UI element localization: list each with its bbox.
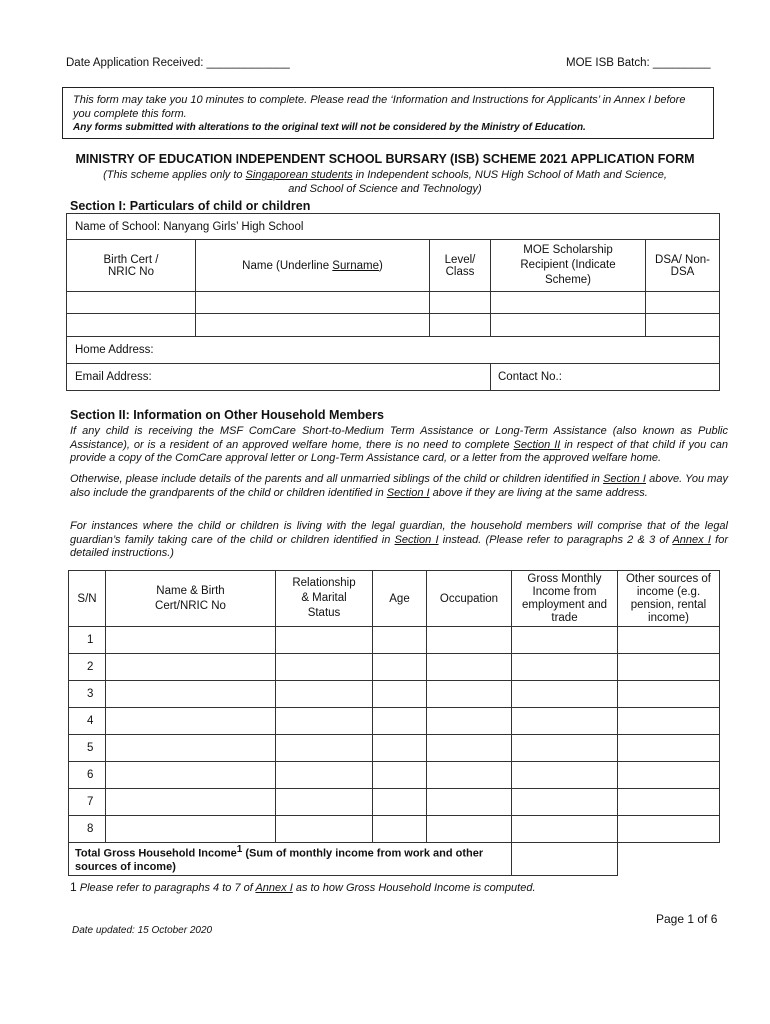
notice-text: This form may take you 10 minutes to complete. Please read the ‘Information and Instructions for Applicants’ in Annex I before you complete this form. [73,94,686,120]
household-row [69,627,720,654]
other-income-input[interactable] [618,708,720,735]
row-number: 2 [69,654,106,681]
age-input[interactable] [373,708,427,735]
child-birth-input[interactable] [67,292,196,314]
col-member-name: Name & Birth Cert/NRIC No [106,571,276,627]
home-address-field[interactable]: Home Address: [67,337,720,364]
other-income-input[interactable] [618,816,720,843]
section2-heading: Section II: Information on Other Household Members [70,408,384,422]
relationship-input[interactable] [276,627,373,654]
member-name-input[interactable] [106,816,276,843]
household-row [69,816,720,843]
age-input[interactable] [373,654,427,681]
age-input[interactable] [373,762,427,789]
household-row [69,762,720,789]
child-name-input[interactable] [196,314,430,337]
child-row-1 [67,292,720,314]
page-number: Page 1 of 6 [656,912,718,926]
col-gross-income: Gross Monthly Income from employment and trade [512,571,618,627]
section2-paragraph-1: If any child is receiving the MSF ComCare Short-to-Medium Term Assistance or Long-Term Assistance (also known as Public Assistance), or is a resident of an approved welfare home, there is no need to complete Section II in respect of that child if you can provide a copy of the ComCare approval letter or Long-Term Assistance card, or a letter from the approved welfare home. [70,425,729,464]
member-name-input[interactable] [106,627,276,654]
age-input[interactable] [373,735,427,762]
occupation-input[interactable] [427,654,512,681]
row-number: 5 [69,735,106,762]
section2-paragraph-2: Otherwise, please include details of the parents and all unmarried siblings of the child or children identified in Section I above. You may also include the grandparents of the child or children identified in Section I above if they are living at the same address. [70,473,728,499]
occupation-input[interactable] [427,789,512,816]
household-row [69,681,720,708]
child-birth-input[interactable] [67,314,196,337]
date-received-field: Date Application Received: _____________ [66,57,290,69]
col-name: Name (Underline Surname) [196,240,430,292]
form-subtitle [0,168,770,196]
member-name-input[interactable] [106,762,276,789]
child-level-input[interactable] [430,292,491,314]
total-income-label: Total Gross Household Income$^1$ (Sum of monthly income from work and other sources of income) [69,843,512,876]
household-table [68,570,720,876]
occupation-input[interactable] [427,627,512,654]
gross-income-input[interactable] [512,816,618,843]
section1-table [66,213,720,391]
member-name-input[interactable] [106,708,276,735]
child-level-input[interactable] [430,314,491,337]
child-moe-input[interactable] [491,292,646,314]
subtitle-text-2: in Independent schools, NUS High School of Math and Science, [352,169,667,181]
child-name-input[interactable] [196,292,430,314]
col-level: Level/ Class [430,240,491,292]
gross-income-input[interactable] [512,654,618,681]
gross-income-input[interactable] [512,762,618,789]
col-birth-cert: Birth Cert / NRIC No [67,240,196,292]
member-name-input[interactable] [106,735,276,762]
col-other-income: Other sources of income (e.g. pension, rental income) [618,571,720,627]
age-input[interactable] [373,627,427,654]
other-income-input[interactable] [618,789,720,816]
contact-field[interactable]: Contact No.: [491,364,720,391]
email-field[interactable]: Email Address: [67,364,491,391]
occupation-input[interactable] [427,681,512,708]
member-name-input[interactable] [106,654,276,681]
gross-income-input[interactable] [512,627,618,654]
relationship-input[interactable] [276,708,373,735]
child-row-2 [67,314,720,337]
member-name-input[interactable] [106,681,276,708]
child-moe-input[interactable] [491,314,646,337]
occupation-input[interactable] [427,816,512,843]
date-updated: Date updated: 15 October 2020 [72,925,213,936]
relationship-input[interactable] [276,681,373,708]
col-sn: S/N [69,571,106,627]
household-row [69,789,720,816]
age-input[interactable] [373,789,427,816]
child-dsa-input[interactable] [646,314,720,337]
gross-income-input[interactable] [512,789,618,816]
form-title: MINISTRY OF EDUCATION INDEPENDENT SCHOOL BURSARY (ISB) SCHEME 2021 APPLICATION FORM [75,152,695,166]
isb-batch-field: MOE ISB Batch: _________ [566,57,711,69]
school-name-cell: Name of School: Nanyang Girls’ High School [67,214,720,240]
other-income-input[interactable] [618,735,720,762]
age-input[interactable] [373,681,427,708]
footnote: 1 Please refer to paragraphs 4 to 7 of Annex I as to how Gross Household Income is computed. [70,880,536,894]
gross-income-input[interactable] [512,681,618,708]
other-income-input[interactable] [618,627,720,654]
row-number: 4 [69,708,106,735]
relationship-input[interactable] [276,816,373,843]
col-dsa: DSA/ Non-DSA [646,240,720,292]
col-age: Age [373,571,427,627]
subtitle-text: (This scheme applies only to [103,169,246,181]
row-number: 6 [69,762,106,789]
relationship-input[interactable] [276,789,373,816]
section1-heading: Section I: Particulars of child or children [70,199,311,213]
other-income-input[interactable] [618,654,720,681]
col-relationship: Relationship & Marital Status [276,571,373,627]
row-number: 3 [69,681,106,708]
notice-box [62,87,714,139]
section2-paragraph-3: For instances where the child or children is living with the legal guardian, the household members will comprise that of the legal guardian’s family taking care of the child or children identified in Section I instead. (Please refer to paragraphs 2 & 3 of Annex I for detailed instructions.) [70,520,728,559]
gross-income-input[interactable] [512,735,618,762]
other-income-input[interactable] [618,762,720,789]
subtitle-underlined: Singaporean students [245,169,353,181]
occupation-input[interactable] [427,762,512,789]
occupation-input[interactable] [427,708,512,735]
total-gross-input[interactable] [512,843,618,876]
row-number: 8 [69,816,106,843]
col-occupation: Occupation [427,571,512,627]
notice-warning: Any forms submitted with alterations to the original text will not be considered by the Ministry of Education. [73,122,586,133]
relationship-input[interactable] [276,735,373,762]
member-name-input[interactable] [106,789,276,816]
household-row [69,654,720,681]
other-income-input[interactable] [618,681,720,708]
relationship-input[interactable] [276,654,373,681]
row-number: 1 [69,627,106,654]
child-dsa-input[interactable] [646,292,720,314]
relationship-input[interactable] [276,762,373,789]
subtitle-line2: and School of Science and Technology) [288,183,482,195]
occupation-input[interactable] [427,735,512,762]
gross-income-input[interactable] [512,708,618,735]
row-number: 7 [69,789,106,816]
age-input[interactable] [373,816,427,843]
household-row [69,708,720,735]
household-row [69,735,720,762]
col-moe-scholarship: MOE Scholarship Recipient (Indicate Scheme) [491,240,646,292]
